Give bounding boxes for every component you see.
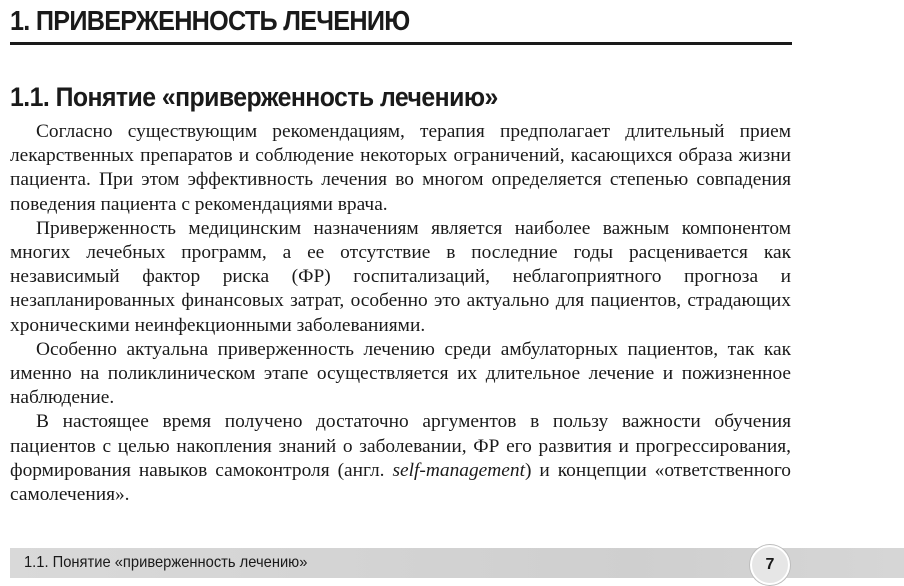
paragraph-2: Приверженность медицинским назначениям является наиболее важным компонентом многих лечебных программ, а ее отсутствие в последние годы расценивается как независимый фактор риска (ФР) госпитализаций, неблагоприятного прогноза и незапланированных финансовых затрат, особенно это актуально для пациентов, страдающих хроническими неинфекционными заболеваниями.: [10, 217, 791, 336]
running-footer-title: 1.1. Понятие «приверженность лечению»: [24, 554, 308, 571]
paragraph-4-text-start: В настоящее время получено достаточно аргументов в пользу важности обучения пациентов с целью накопления знаний о заболевании, ФР его развития и прогрессирования, формирования навыков самоконтроля (англ.: [10, 411, 791, 481]
paragraph-4-text-end: ) и концепции «ответственного самолечения».: [10, 459, 791, 506]
chapter-title: 1. ПРИВЕРЖЕННОСТЬ ЛЕЧЕНИЮ: [10, 5, 410, 36]
paragraph-4: [10, 410, 791, 507]
section-title: 1.1. Понятие «приверженность лечению»: [10, 82, 498, 112]
body-text: [10, 120, 791, 507]
term-self-management: self-management: [392, 459, 525, 481]
paragraph-1: Согласно существующим рекомендациям, терапия предполагает длительный прием лекарственных препаратов и соблюдение некоторых ограничений, касающихся образа жизни пациента. При этом эффективность лечения во многом определяется степенью совпадения поведения пациента с рекомендациями врача.: [10, 121, 791, 215]
page-number: 7: [750, 545, 790, 585]
paragraph-3: Особенно актуальна приверженность лечению среди амбулаторных пациентов, так как именно на поликлиническом этапе осуществляется их длительное лечение и пожизненное наблюдение.: [10, 338, 791, 409]
chapter-divider: [10, 42, 792, 45]
